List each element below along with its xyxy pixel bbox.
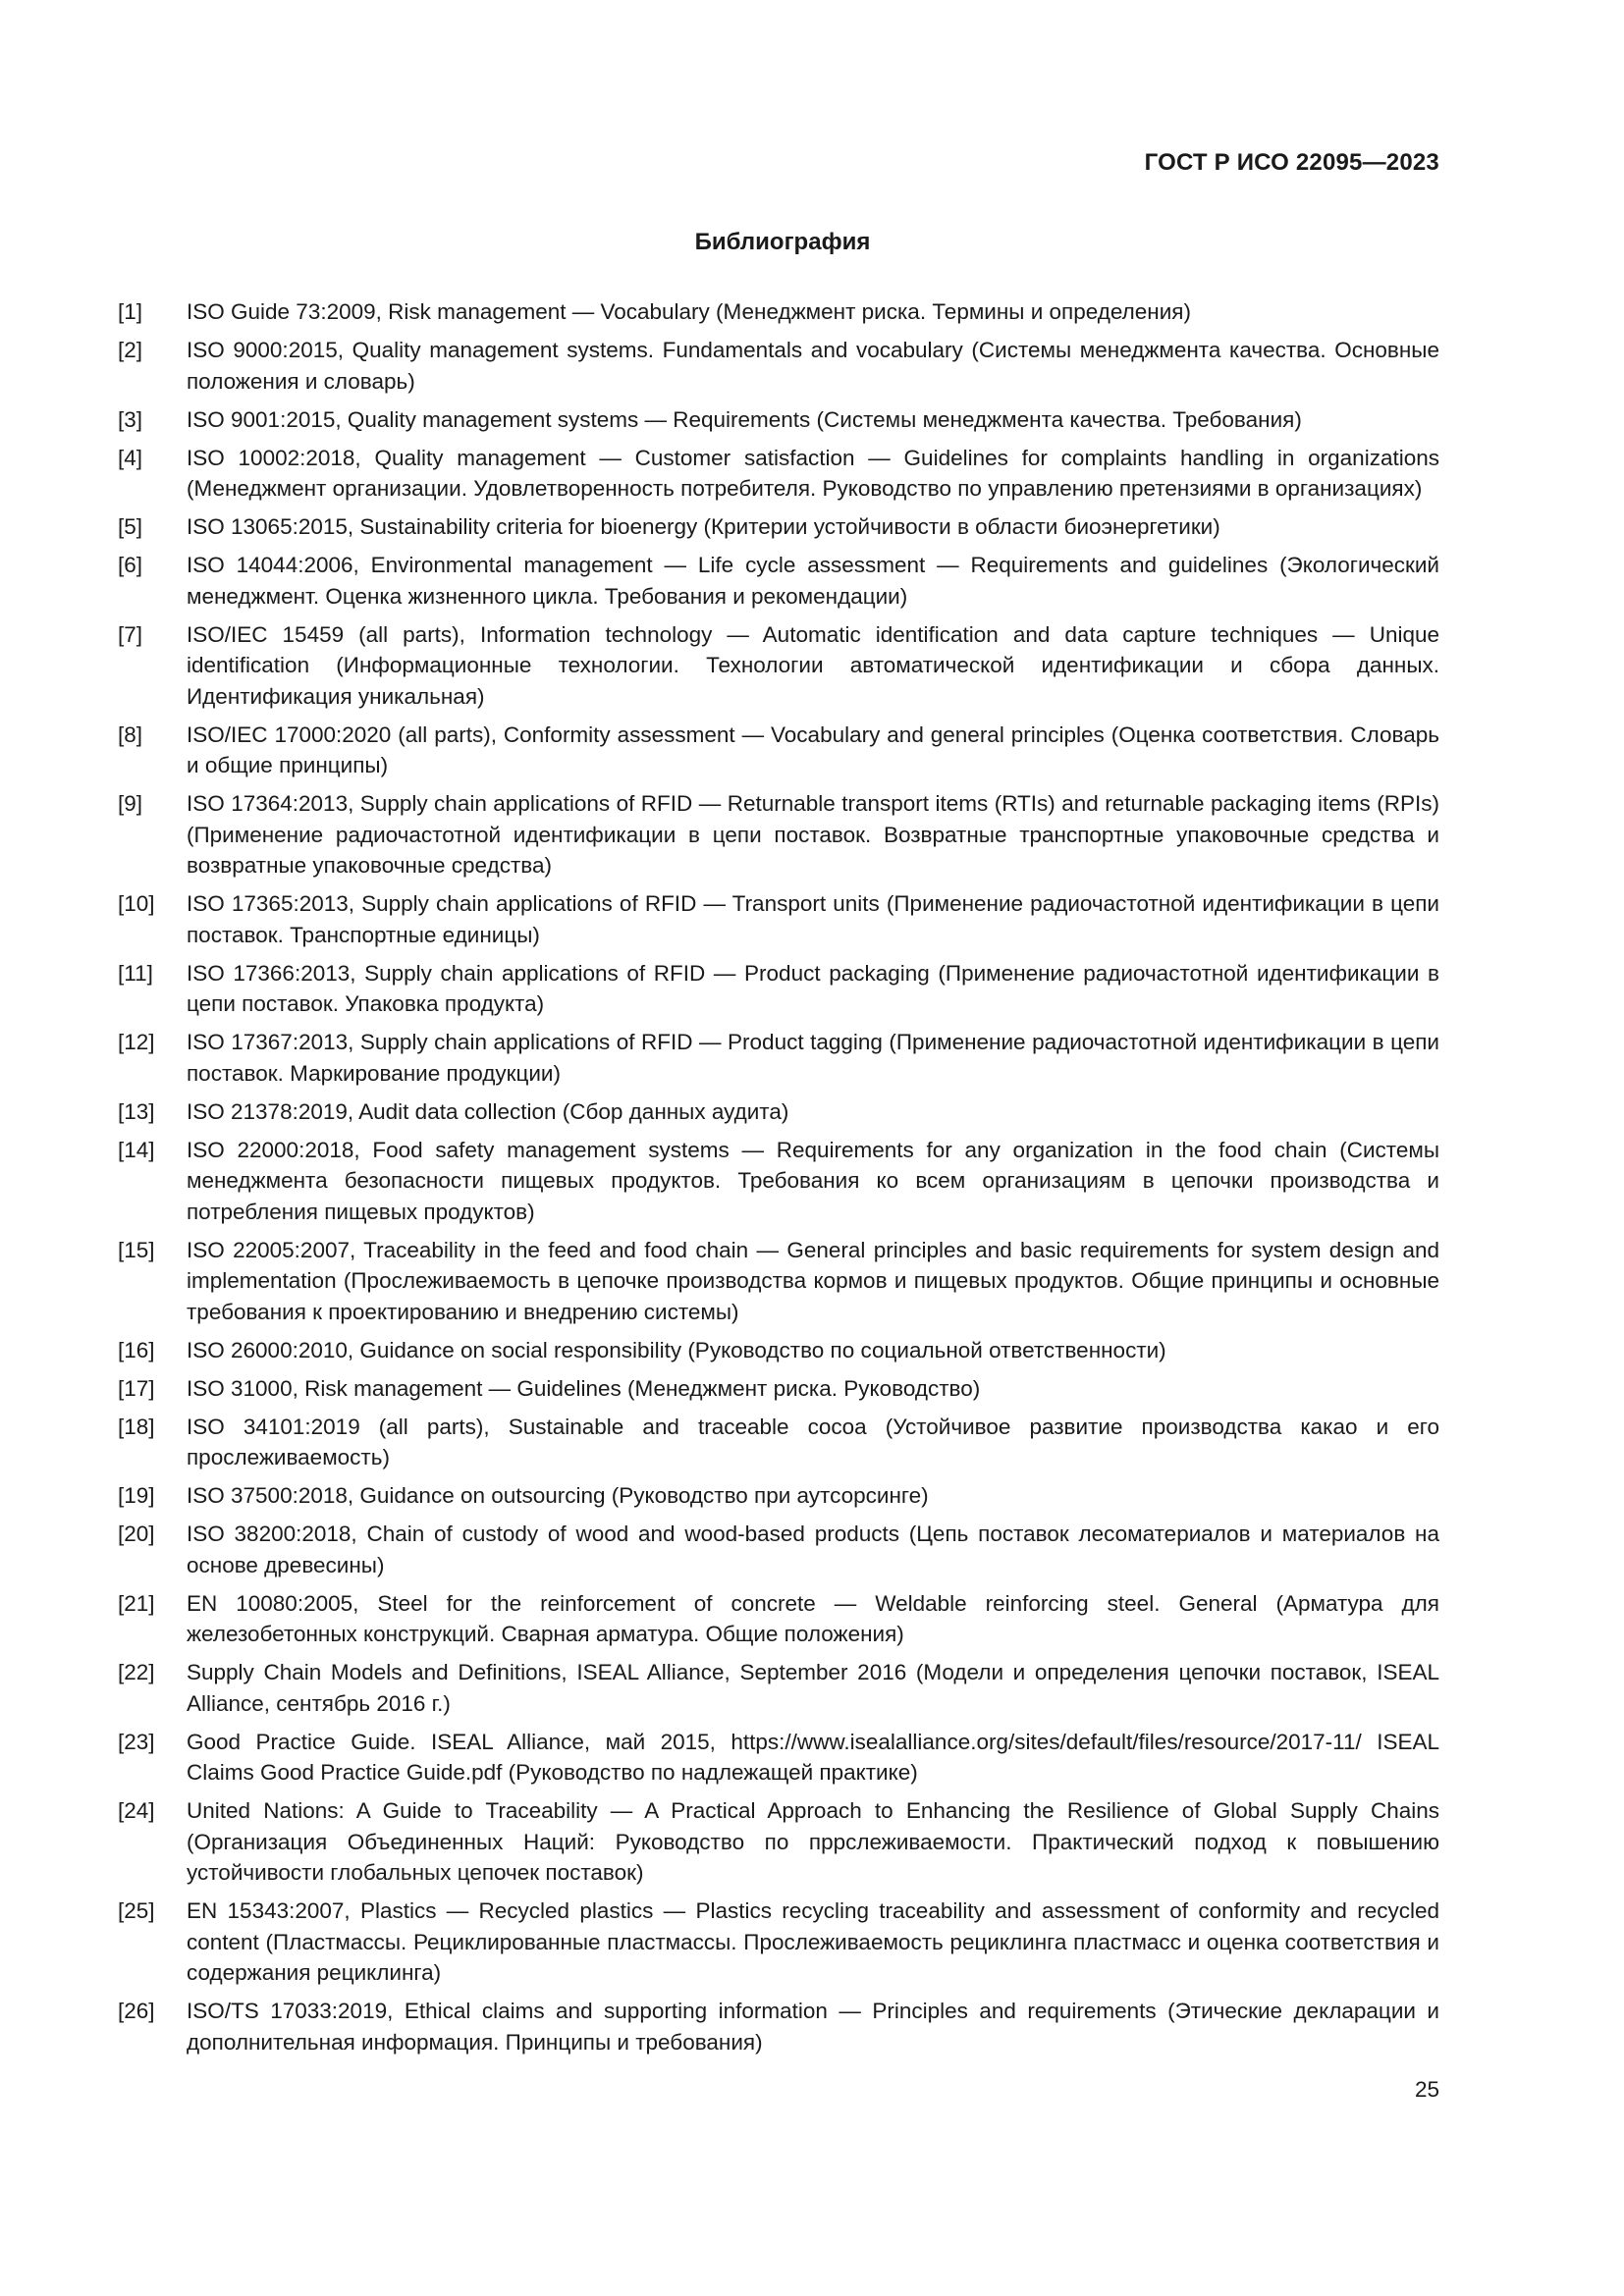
- entry-text: ISO 31000, Risk management — Guidelines (Менеджмент риска. Руководство): [187, 1375, 981, 1401]
- bibliography-entry: [118, 1335, 1439, 1366]
- entry-number: [10]: [118, 891, 155, 916]
- entry-text: ISO 37500:2018, Guidance on outsourcing (Руководство при аутсорсинге): [187, 1483, 929, 1508]
- entry-text: EN 15343:2007, Plastics — Recycled plastics — Plastics recycling traceability and assessment of conformity and recycled content (Пластмассы. Рециклированные пластмассы. Прослеживаемость рециклинга пластмасс и оценка соответствия и содержания рециклинга): [187, 1898, 1439, 1985]
- entry-number: [16]: [118, 1337, 155, 1362]
- entry-number: [26]: [118, 1999, 155, 2023]
- bibliography-entry: [118, 619, 1439, 713]
- bibliography-entry: [118, 296, 1439, 328]
- bibliography-entry: [118, 1135, 1439, 1228]
- bibliography-entry: [118, 335, 1439, 397]
- entry-number: [6]: [118, 553, 143, 577]
- bibliography-entry: [118, 1727, 1439, 1789]
- bibliography-entry: [118, 1519, 1439, 1580]
- bibliography-entry: [118, 888, 1439, 950]
- entry-text: Good Practice Guide. ISEAL Alliance, май 2015, https://www.isealalliance.org/sites/default/files/resource/2017-11/ ISEAL Claims Good Practice Guide.pdf (Руководство по надлежащей практике): [187, 1729, 1439, 1785]
- entry-text: ISO/TS 17033:2019, Ethical claims and supporting information — Principles and requirements (Этические декларации и дополнительная информация. Принципы и требования): [187, 1999, 1439, 2055]
- entry-number: [14]: [118, 1137, 155, 1162]
- bibliography-entry: [118, 1795, 1439, 1889]
- entry-number: [2]: [118, 338, 143, 362]
- bibliography-entry: [118, 1235, 1439, 1328]
- page-number: 25: [1414, 2077, 1439, 2102]
- section-title: Библиография: [694, 229, 871, 255]
- entry-number: [22]: [118, 1660, 155, 1684]
- entry-text: ISO/IEC 15459 (all parts), Information technology — Automatic identification and data capture techniques — Unique identification (Информационные технологии. Технологии автоматической идентификации и сбора данных. Идентификация уникальная): [187, 621, 1439, 709]
- entry-number: [17]: [118, 1375, 155, 1401]
- bibliography-entry: [118, 1657, 1439, 1719]
- entry-text: United Nations: A Guide to Traceability — A Practical Approach to Enhancing the Resilience of Global Supply Chains (Организация Объединенных Наций: Руководство по пррслеживаемости. Практический подход к повышению устойчивости глобальных цепочек поставок): [187, 1798, 1439, 1885]
- entry-text: ISO 17365:2013, Supply chain applications of RFID — Transport units (Применение радиочастотной идентификации в цепи поставок. Транспортные единицы): [187, 891, 1439, 947]
- entry-text: ISO 26000:2010, Guidance on social responsibility (Руководство по социальной ответственности): [187, 1337, 1166, 1362]
- entry-text: ISO 22000:2018, Food safety management systems — Requirements for any organization in the food chain (Системы менеджмента безопасности пищевых продуктов. Требования ко всем организациям в цепочки производства и потребления пищевых продуктов): [187, 1137, 1439, 1224]
- bibliography-entry: [118, 550, 1439, 612]
- entry-text: ISO 9001:2015, Quality management systems — Requirements (Системы менеджмента качества. Требования): [187, 406, 1302, 432]
- entry-number: [4]: [118, 445, 143, 470]
- entry-text: ISO 10002:2018, Quality management — Customer satisfaction — Guidelines for complaints handling in organizations (Менеджмент организации. Удовлетворенность потребителя. Руководство по управлению претензиями в организациях): [187, 445, 1439, 501]
- entry-number: [13]: [118, 1098, 155, 1124]
- bibliography-entry: [118, 1373, 1439, 1405]
- bibliography-entry: [118, 1896, 1439, 1989]
- entry-number: [9]: [118, 791, 143, 816]
- bibliography-entry: [118, 1412, 1439, 1473]
- bibliography-entry: [118, 511, 1439, 543]
- document-code: ГОСТ Р ИСО 22095—2023: [1144, 149, 1439, 176]
- entry-text: ISO Guide 73:2009, Risk management — Vocabulary (Менеджмент риска. Термины и определения): [187, 299, 1191, 324]
- entry-text: Supply Chain Models and Definitions, ISEAL Alliance, September 2016 (Модели и определения цепочки поставок, ISEAL Alliance, сентябрь 2016 г.): [187, 1660, 1439, 1716]
- entry-number: [7]: [118, 621, 143, 647]
- entry-number: [21]: [118, 1590, 155, 1616]
- entry-text: ISO/IEC 17000:2020 (all parts), Conformity assessment — Vocabulary and general principles (Оценка соответствия. Словарь и общие принципы): [187, 721, 1439, 777]
- bibliography-entry: [118, 720, 1439, 781]
- entry-number: [8]: [118, 721, 143, 747]
- entry-number: [3]: [118, 406, 143, 432]
- bibliography-entry: [118, 1480, 1439, 1512]
- bibliography-entry: [118, 1096, 1439, 1128]
- bibliography-list: [118, 296, 1439, 2065]
- bibliography-entry: [118, 1588, 1439, 1650]
- entry-text: ISO 9000:2015, Quality management systems. Fundamentals and vocabulary (Системы менеджмента качества. Основные положения и словарь): [187, 338, 1439, 394]
- entry-text: ISO 17366:2013, Supply chain applications of RFID — Product packaging (Применение радиочастотной идентификации в цепи поставок. Упаковка продукта): [187, 960, 1439, 1016]
- entry-number: [19]: [118, 1483, 155, 1508]
- entry-number: [11]: [118, 960, 153, 986]
- entry-text: ISO 17367:2013, Supply chain applications of RFID — Product tagging (Применение радиочастотной идентификации в цепи поставок. Маркирование продукции): [187, 1030, 1439, 1086]
- entry-text: ISO 14044:2006, Environmental management — Life cycle assessment — Requirements and guidelines (Экологический менеджмент. Оценка жизненного цикла. Требования и рекомендации): [187, 553, 1439, 609]
- entry-text: ISO 13065:2015, Sustainability criteria for bioenergy (Критерии устойчивости в области биоэнергетики): [187, 514, 1220, 539]
- entry-number: [15]: [118, 1237, 155, 1262]
- entry-text: ISO 22005:2007, Traceability in the feed and food chain — General principles and basic requirements for system design and implementation (Прослеживаемость в цепочке производства кормов и пищевых продуктов. Общие принципы и основные требования к проектированию и внедрению системы): [187, 1237, 1439, 1324]
- entry-number: [5]: [118, 514, 143, 539]
- entry-number: [25]: [118, 1898, 155, 1923]
- bibliography-entry: [118, 404, 1439, 436]
- bibliography-entry: [118, 958, 1439, 1020]
- entry-text: ISO 17364:2013, Supply chain applications of RFID — Returnable transport items (RTIs) and returnable packaging items (RPIs) (Применение радиочастотной идентификации в цепи поставок. Возвратные транспортные упаковочные средства и возвратные упаковочные средства): [187, 791, 1439, 878]
- entry-number: [23]: [118, 1729, 155, 1754]
- bibliography-entry: [118, 1027, 1439, 1089]
- entry-number: [20]: [118, 1522, 155, 1546]
- entry-text: ISO 38200:2018, Chain of custody of wood and wood-based products (Цепь поставок лесоматериалов и материалов на основе древесины): [187, 1522, 1439, 1577]
- bibliography-entry: [118, 1996, 1439, 2057]
- bibliography-entry: [118, 788, 1439, 881]
- entry-number: [24]: [118, 1798, 155, 1823]
- entry-number: [12]: [118, 1030, 155, 1054]
- entry-text: ISO 34101:2019 (all parts), Sustainable and traceable cocoa (Устойчивое развитие производства какао и его прослеживаемость): [187, 1414, 1439, 1469]
- entry-text: EN 10080:2005, Steel for the reinforcement of concrete — Weldable reinforcing steel. General (Арматура для железобетонных конструкций. Сварная арматура. Общие положения): [187, 1590, 1439, 1646]
- entry-text: ISO 21378:2019, Audit data collection (Сбор данных аудита): [187, 1098, 789, 1124]
- entry-number: [18]: [118, 1414, 155, 1439]
- entry-number: [1]: [118, 299, 143, 324]
- bibliography-entry: [118, 443, 1439, 505]
